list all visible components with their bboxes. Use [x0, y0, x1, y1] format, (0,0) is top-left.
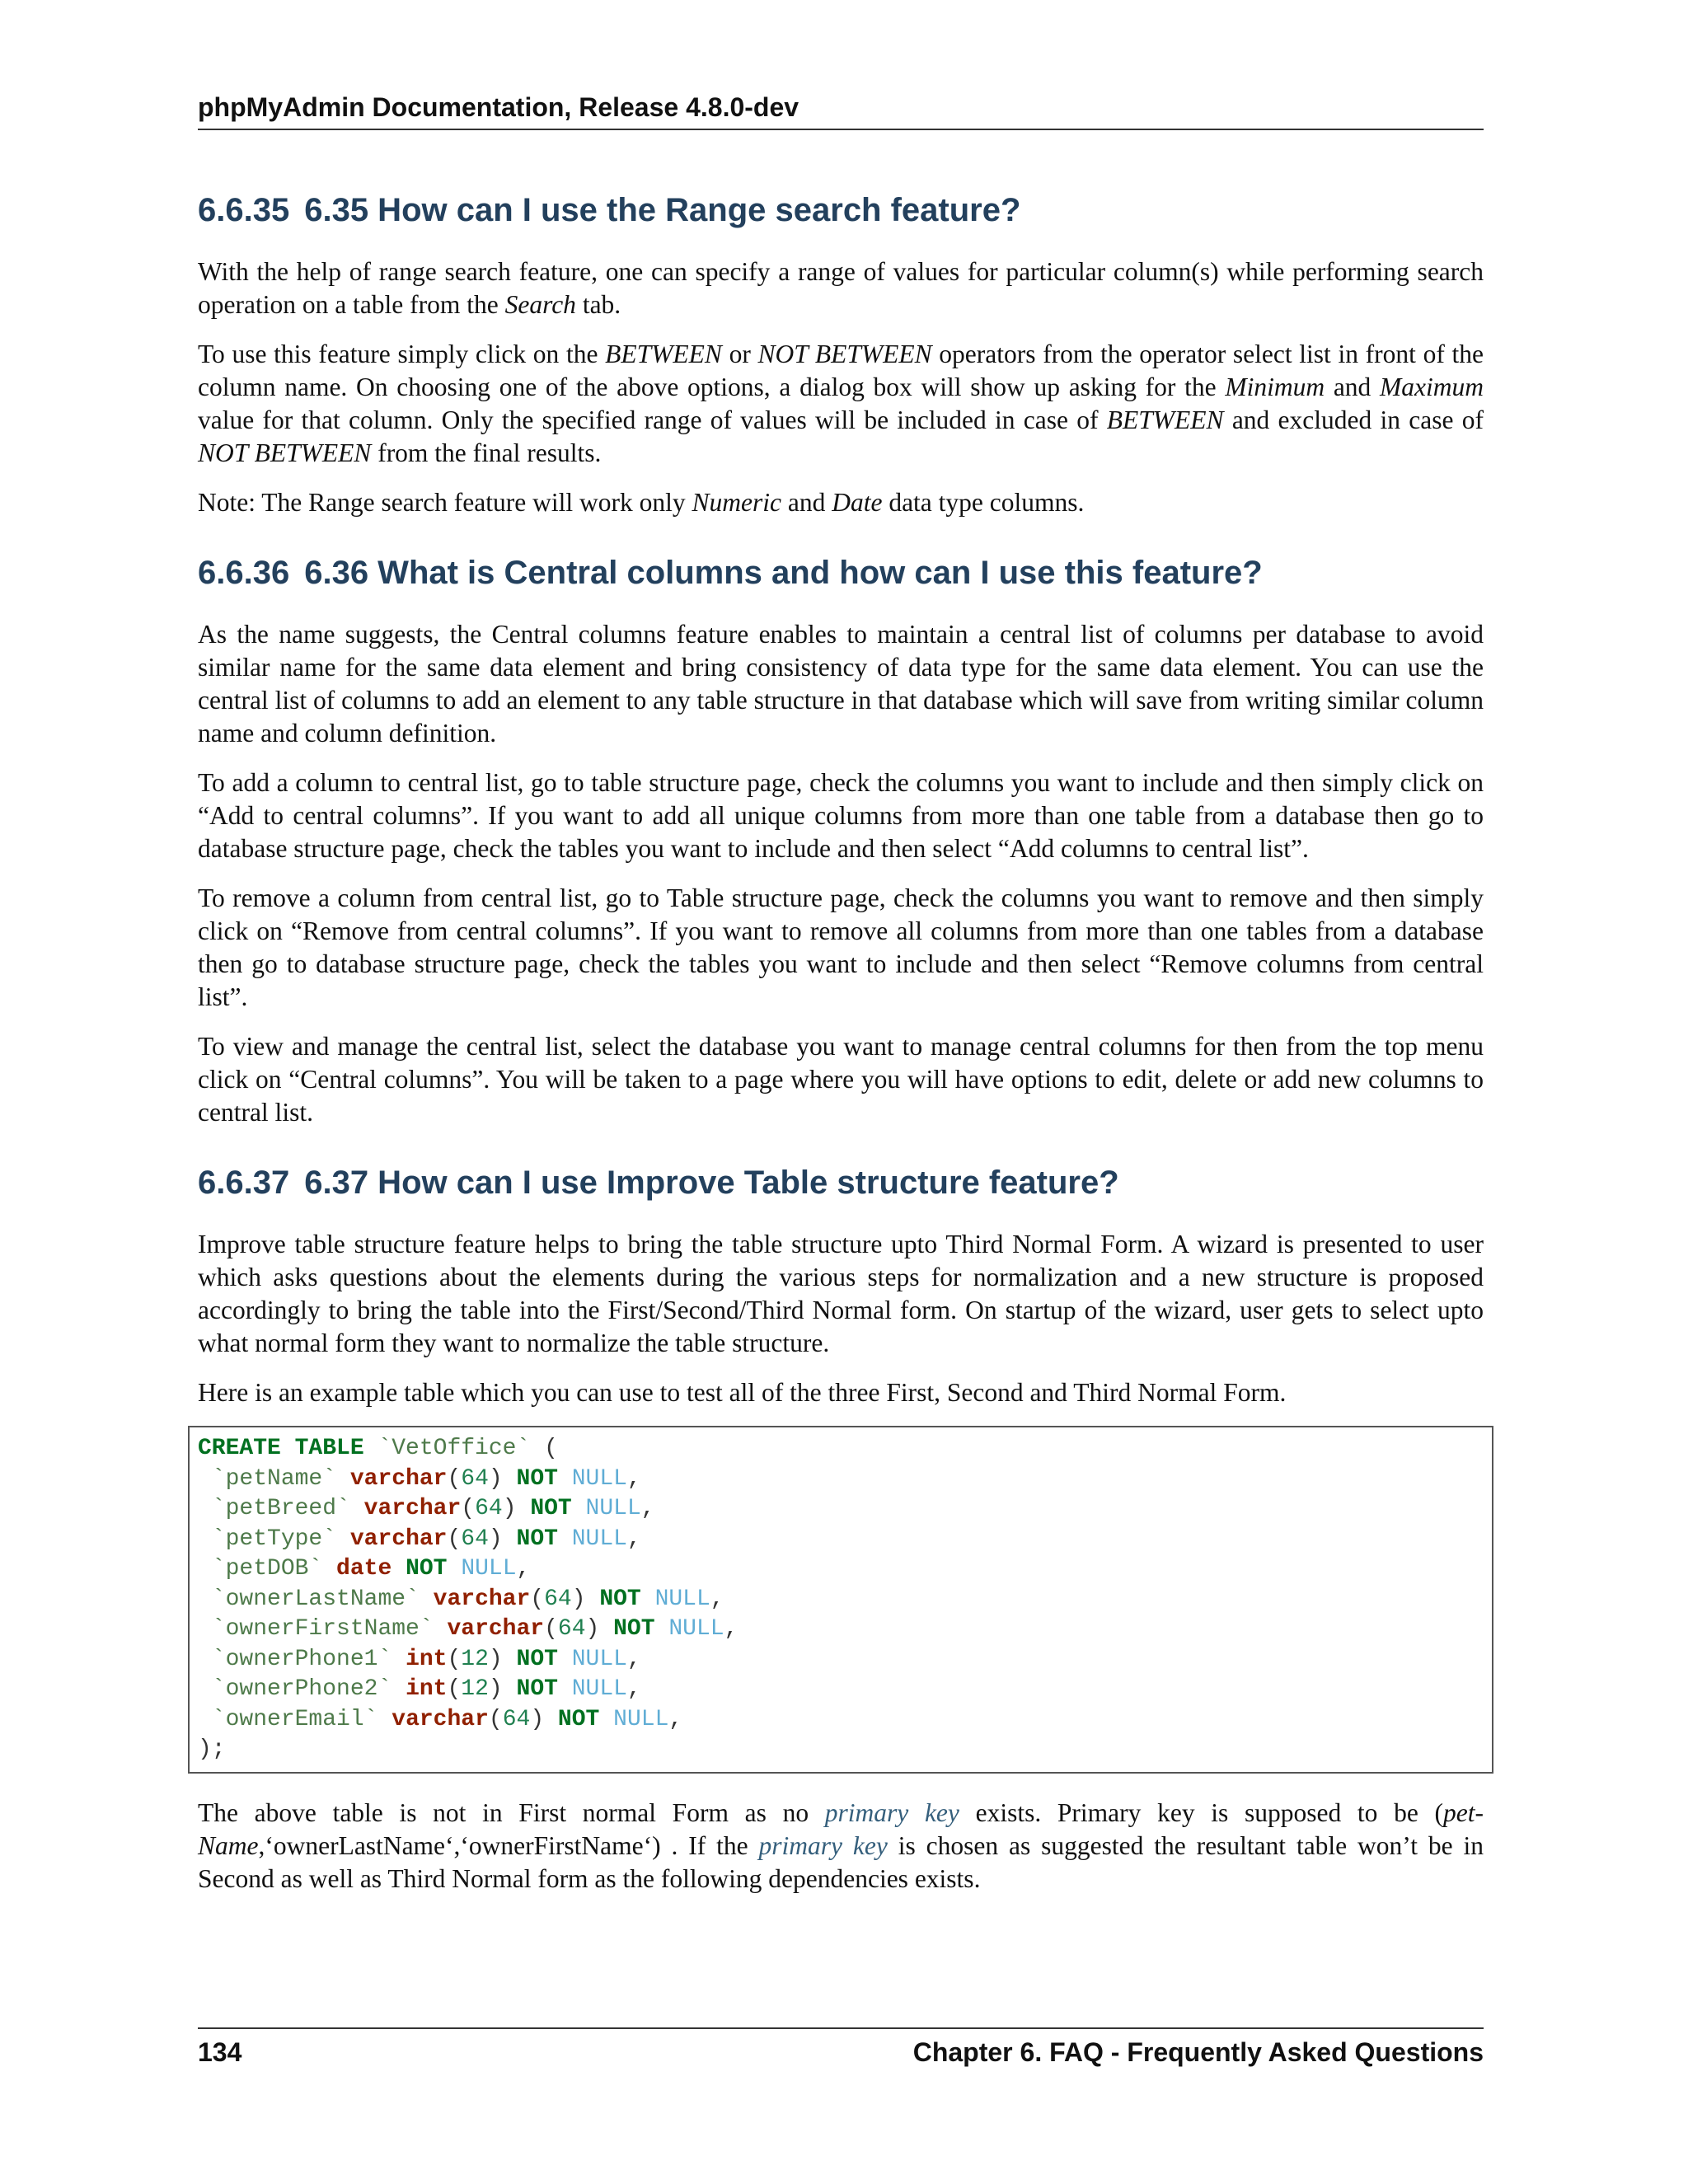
code-token: `ownerLastName`	[211, 1586, 420, 1612]
code-token	[198, 1496, 212, 1521]
code-token: `ownerFirstName`	[211, 1616, 434, 1642]
emphasized-term: Numeric	[692, 488, 781, 517]
code-token	[377, 1707, 392, 1732]
code-token: )	[530, 1706, 558, 1732]
code-token: NOT	[599, 1586, 641, 1612]
code-token: ,	[626, 1646, 641, 1672]
code-token: varchar	[433, 1586, 531, 1612]
code-token: (	[488, 1706, 503, 1732]
code-token	[198, 1586, 212, 1612]
code-token	[572, 1496, 586, 1521]
code-token	[198, 1676, 212, 1702]
code-token: NOT	[516, 1526, 558, 1552]
code-token: NOT	[613, 1616, 655, 1642]
code-token: varchar	[392, 1706, 489, 1732]
section-number: 6.6.35	[198, 192, 290, 228]
code-token: `petBreed`	[211, 1496, 350, 1521]
code-token: 12	[461, 1676, 489, 1702]
section-6-6-36	[198, 552, 1484, 1129]
text-run: Here is an example table which you can use to test all of the three First, Second and Third Normal Form.	[198, 1378, 1287, 1407]
code-token	[558, 1466, 572, 1492]
paragraph	[198, 255, 1484, 321]
code-token	[392, 1556, 406, 1582]
code-token: varchar	[363, 1496, 462, 1521]
paragraph	[198, 338, 1484, 470]
code-token: NOT	[406, 1556, 448, 1582]
code-token: )	[488, 1526, 517, 1552]
code-token: (	[447, 1676, 462, 1702]
code-token: )	[585, 1616, 614, 1642]
code-token: )	[488, 1465, 517, 1492]
code-token: NOT	[516, 1646, 558, 1672]
emphasized-term: Search	[504, 290, 576, 319]
code-token: (	[530, 1586, 545, 1612]
code-token: )	[571, 1586, 600, 1612]
code-token: NULL	[461, 1556, 517, 1582]
code-token: (	[447, 1465, 462, 1492]
emphasized-term: NOT BETWEEN	[198, 438, 372, 467]
code-line	[198, 1645, 1484, 1675]
code-token: int	[406, 1646, 448, 1672]
code-token: 64	[502, 1706, 531, 1732]
code-token: NOT	[516, 1676, 558, 1702]
section-6-6-35	[198, 190, 1484, 519]
code-token: NULL	[585, 1496, 641, 1521]
chapter-title: Chapter 6. FAQ - Frequently Asked Questions	[912, 2037, 1484, 2067]
paragraph	[198, 882, 1484, 1014]
code-line	[198, 1585, 1484, 1615]
code-token	[558, 1647, 572, 1672]
code-token: (	[447, 1526, 462, 1552]
code-line	[198, 1615, 1484, 1645]
code-line	[198, 1735, 1484, 1765]
code-token	[420, 1586, 434, 1612]
code-token	[558, 1526, 572, 1552]
running-header: phpMyAdmin Documentation, Release 4.8.0-dev	[198, 91, 1484, 130]
text-run: tab.	[575, 290, 621, 319]
code-token: varchar	[349, 1465, 448, 1492]
section-heading	[198, 190, 1484, 231]
code-token	[392, 1676, 406, 1702]
emphasized-term: BETWEEN	[1106, 405, 1224, 434]
code-token: ,	[668, 1706, 683, 1732]
code-token	[336, 1466, 350, 1492]
code-token: ,	[640, 1496, 655, 1521]
section-title: 6.37 How can I use Improve Table structure feature?	[304, 1165, 1119, 1201]
text-run: Note: The Range search feature will work only	[198, 488, 692, 517]
emphasized-term: Date	[832, 488, 883, 517]
text-run: exists. Primary key is supposed to be (	[959, 1797, 1444, 1827]
code-token: ,	[626, 1676, 641, 1702]
text-run: data type columns.	[882, 488, 1085, 517]
code-token: NULL	[668, 1616, 724, 1642]
emphasized-term: BETWEEN	[605, 340, 722, 368]
text-run: Improve table structure feature helps to bring the table structure upto Third Normal Form. A wizard is presented to user which asks questions about the elements during the various steps for normalization and a new structure is proposed accordingly to bring the table into the First/Second/Third Normal form. On startup of the wizard, user gets to select upto what normal form they want to normalize the table structure.	[198, 1230, 1484, 1357]
code-line	[198, 1705, 1484, 1736]
section-title: 6.36 What is Central columns and how can I use this feature?	[304, 555, 1263, 591]
code-line	[198, 1434, 1484, 1465]
code-token: 64	[461, 1526, 489, 1552]
text-run: The above table is not in First normal Form as no	[198, 1797, 825, 1827]
emphasized-term: Minimum	[1225, 373, 1325, 401]
code-token	[322, 1556, 336, 1582]
code-token: );	[198, 1736, 226, 1762]
code-token: varchar	[447, 1616, 545, 1642]
paragraph	[198, 1228, 1484, 1360]
sql-code-block	[188, 1426, 1493, 1774]
emphasized-term: NOT BETWEEN	[757, 340, 932, 368]
text-run: To use this feature simply click on the	[198, 340, 606, 368]
code-token: `ownerPhone1`	[211, 1646, 392, 1672]
primary-key-link[interactable]: primary key	[758, 1830, 888, 1860]
section-heading	[198, 552, 1484, 593]
text-run: and	[1325, 373, 1381, 401]
emphasized-term: pet-Name	[198, 1797, 1484, 1860]
page-footer	[198, 2027, 1484, 2069]
code-line	[198, 1465, 1484, 1495]
code-token: ,	[626, 1465, 641, 1492]
code-token: NULL	[613, 1706, 669, 1732]
text-run: and	[781, 488, 832, 517]
paragraph	[198, 618, 1484, 750]
paragraph	[198, 1797, 1484, 1896]
code-line	[198, 1525, 1484, 1555]
text-run: and excluded in case of	[1223, 405, 1484, 434]
code-token: `ownerPhone2`	[211, 1676, 392, 1702]
code-token	[198, 1647, 212, 1672]
primary-key-link[interactable]: primary key	[824, 1797, 959, 1827]
text-run: As the name suggests, the Central columns feature enables to maintain a central list of columns per database to avoid similar name for the same data element and bring consistency of data type for the same data element. You can use the central list of columns to add an element to any table structure in that database which will save from writing similar column name and column definition.	[198, 620, 1484, 748]
code-token: (	[461, 1496, 476, 1521]
code-token	[336, 1526, 350, 1552]
code-token: NULL	[654, 1586, 710, 1612]
code-token: 64	[475, 1496, 503, 1521]
text-run: ,‘ownerLastName‘,‘ownerFirstName‘) . If the	[258, 1830, 759, 1860]
code-token: )	[488, 1646, 517, 1672]
code-token: int	[406, 1676, 448, 1702]
code-line	[198, 1554, 1484, 1585]
code-token: )	[502, 1496, 531, 1521]
code-line	[198, 1675, 1484, 1705]
code-token: CREATE TABLE	[198, 1436, 378, 1461]
code-token: ,	[710, 1586, 724, 1612]
section-number: 6.6.36	[198, 555, 290, 591]
section-title: 6.35 How can I use the Range search feature?	[304, 192, 1021, 228]
code-token: `petDOB`	[211, 1556, 323, 1582]
code-token: `petName`	[211, 1465, 337, 1492]
code-token: NOT	[557, 1706, 600, 1732]
code-token: 64	[544, 1586, 572, 1612]
paragraph	[198, 1376, 1484, 1409]
code-token	[392, 1647, 406, 1672]
text-run: To view and manage the central list, select the database you want to manage central columns for then from the top menu click on “Central columns”. You will be taken to a page where you will have options to edit, delete or add new columns to central list.	[198, 1032, 1484, 1127]
code-token: NULL	[571, 1646, 627, 1672]
code-token	[350, 1496, 364, 1521]
text-run: from the final results.	[371, 438, 602, 467]
paragraph	[198, 486, 1484, 519]
section-number: 6.6.37	[198, 1165, 290, 1201]
code-token: NULL	[571, 1526, 627, 1552]
code-token: 12	[461, 1646, 489, 1672]
code-token: date	[336, 1556, 392, 1582]
code-token: `VetOffice`	[377, 1436, 531, 1461]
code-token	[599, 1707, 613, 1732]
code-token: (	[447, 1646, 462, 1672]
code-token: 64	[557, 1616, 586, 1642]
section-heading	[198, 1162, 1484, 1203]
paragraph	[198, 1030, 1484, 1129]
code-token: (	[530, 1436, 558, 1461]
code-token: ,	[724, 1616, 738, 1642]
code-token	[198, 1526, 212, 1552]
code-token	[198, 1466, 212, 1492]
code-line	[198, 1494, 1484, 1525]
code-token: NULL	[571, 1465, 627, 1492]
code-token	[558, 1676, 572, 1702]
code-token	[655, 1616, 669, 1642]
emphasized-term: Maximum	[1380, 373, 1484, 401]
text-run: To add a column to central list, go to table structure page, check the columns you want to include and then simply click on “Add to central columns”. If you want to add all unique columns from more than one table from a database then go to database structure page, check the tables you want to include and then select “Add columns to central list”.	[198, 768, 1484, 863]
code-token	[198, 1707, 212, 1732]
text-run: is chosen as suggested the resultant table won’t be in Second as well as Third Normal form as the following dependencies exists.	[198, 1830, 1484, 1893]
code-token: NULL	[571, 1676, 627, 1702]
code-token: 64	[461, 1465, 489, 1492]
code-token: `petType`	[211, 1526, 337, 1552]
code-token: ,	[516, 1556, 531, 1582]
text-run: With the help of range search feature, one can specify a range of values for particular column(s) while performing search operation on a table from the	[198, 257, 1484, 319]
code-token: (	[544, 1616, 558, 1642]
code-token: ,	[626, 1526, 641, 1552]
paragraph	[198, 766, 1484, 865]
section-6-6-37	[198, 1162, 1484, 1896]
text-run: To remove a column from central list, go to Table structure page, check the columns you want to remove and then simply click on “Remove from central columns”. If you want to remove all columns from more than one tables from a database then go to database structure page, check the tables you want to include and then select “Remove columns from central list”.	[198, 883, 1484, 1011]
code-token: )	[488, 1676, 517, 1702]
code-token: NOT	[530, 1496, 572, 1521]
code-token	[641, 1586, 655, 1612]
page-number: 134	[198, 2037, 242, 2067]
code-token	[448, 1556, 462, 1582]
text-run: value for that column. Only the specified range of values will be included in case of	[198, 405, 1107, 434]
text-run: or	[721, 340, 758, 368]
code-token: `ownerEmail`	[211, 1706, 378, 1732]
page-content	[198, 190, 1484, 1912]
code-token: NOT	[516, 1465, 558, 1492]
code-token	[434, 1616, 448, 1642]
code-token	[198, 1556, 212, 1582]
text-run: operators from the operator select list in front of the column name. On choosing one of the above options, a dialog box will show up asking for the	[198, 340, 1484, 401]
code-token	[198, 1616, 212, 1642]
code-token: varchar	[349, 1526, 448, 1552]
